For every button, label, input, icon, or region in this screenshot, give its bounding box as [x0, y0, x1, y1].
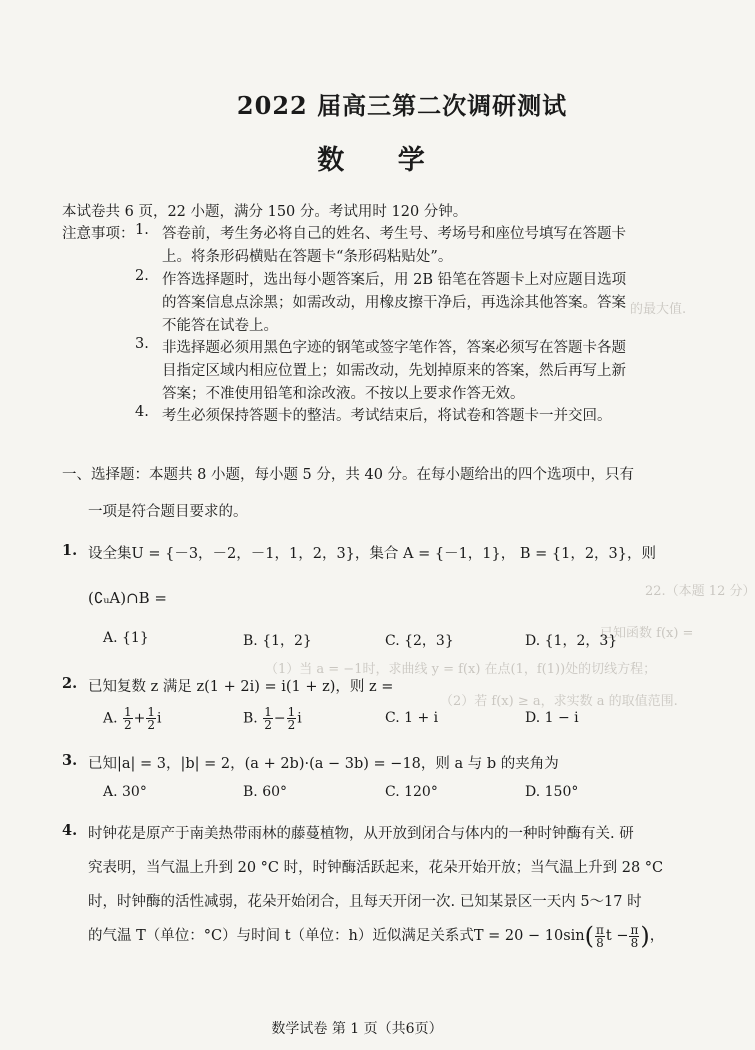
- option-b: B. 60°: [243, 784, 288, 800]
- option-a: A. 30°: [103, 784, 147, 800]
- fraction: [629, 924, 639, 949]
- numerator: π: [596, 922, 604, 937]
- fraction: [146, 706, 156, 731]
- ghost-text: （2）若 f(x) ≥ a，求实数 a 的取值范围.: [440, 694, 678, 709]
- numerator: 1: [147, 705, 156, 719]
- denominator: 2: [124, 718, 132, 732]
- imaginary-unit: i: [157, 710, 162, 727]
- notice-line: 非选择题必须用黑色字迹的钢笔或签字笔作答，答案必须写在答题卡各题: [162, 340, 626, 356]
- option-c: C. {2，3}: [385, 633, 454, 649]
- denominator: 8: [596, 935, 604, 950]
- section-heading-cont: 一项是符合题目要求的。: [88, 504, 248, 520]
- option-label: A.: [103, 710, 118, 727]
- numerator: 1: [124, 705, 132, 719]
- ghost-text: 的最大值.: [630, 302, 687, 317]
- right-paren: ): [640, 922, 650, 950]
- option-c: C. 120°: [385, 784, 438, 800]
- option-a: [103, 706, 162, 731]
- option-b: [243, 706, 302, 731]
- notice-line: 上。将条形码横贴在答题卡“条形码粘贴处”。: [162, 249, 453, 265]
- notice-number: 4.: [135, 404, 149, 420]
- notice-line: 作答选择题时，选出每小题答案后，用 2B 铅笔在答题卡上对应题目选项: [162, 272, 627, 288]
- fraction: [263, 706, 273, 731]
- option-label: B.: [243, 710, 258, 727]
- subject-title: 数 学: [317, 145, 447, 176]
- page-footer: 数学试卷 第 1 页（共6页）: [271, 1021, 443, 1037]
- option-c: C. 1 + i: [385, 710, 439, 726]
- option-d: D. {1，2，3}: [525, 633, 618, 649]
- notice-line: 答卷前，考生务必将自己的姓名、考生号、考场号和座位号填写在答题卡: [162, 226, 626, 242]
- question-line: [88, 922, 664, 950]
- notice-line: 的答案信息点涂黑；如需改动，用橡皮擦干净后，再选涂其他答案。答案: [162, 295, 626, 311]
- question-line: 时，时钟酶的活性减弱，花朵开始闭合，且每天开闭一次. 已知某景区一天内 5～17 时: [88, 894, 642, 910]
- fraction: [595, 924, 605, 949]
- option-d: D. 150°: [525, 784, 579, 800]
- question-number: 2.: [62, 675, 78, 692]
- operator: −: [273, 710, 286, 727]
- notice-label: 注意事项：: [62, 226, 135, 242]
- notice-number: 1.: [135, 222, 149, 238]
- exam-intro: 本试卷共 6 页，22 小题，满分 150 分。考试用时 120 分钟。: [62, 204, 468, 220]
- notice-line: 答案；不准使用铅笔和涂改液。不按以上要求作答无效。: [162, 386, 525, 402]
- notice-number: 2.: [135, 268, 149, 284]
- question-stem-cont: (∁ᵤA)∩B =: [88, 589, 167, 607]
- question-stem: 设全集U = {－3，－2，－1，1，2，3}，集合 A = {－1，1}， B = {1，2，3}，则: [88, 546, 656, 562]
- denominator: 2: [287, 718, 296, 732]
- numerator: 1: [287, 705, 296, 719]
- fraction: [287, 706, 297, 731]
- question-stem: 已知复数 z 满足 z(1 + 2i) = i(1 + z)，则 z =: [88, 679, 394, 695]
- numerator: 1: [264, 705, 272, 719]
- numerator: π: [630, 922, 639, 937]
- fraction: [123, 706, 133, 731]
- formula-prefix: 的气温 T（单位：°C）与时间 t（单位：h）近似满足关系式T = 20 − 10sin: [88, 928, 585, 944]
- question-line: 时钟花是原产于南美热带雨林的藤蔓植物，从开放到闭合与体内的一种时钟酶有关. 研: [88, 826, 634, 842]
- ghost-text: 已知函数 f(x) =: [600, 626, 694, 641]
- notice-line: 不能答在试卷上。: [162, 318, 278, 334]
- left-paren: (: [584, 922, 594, 950]
- imaginary-unit: i: [297, 710, 302, 727]
- notice-line: 目指定区域内相应位置上；如需改动，先划掉原来的答案，然后再写上新: [162, 363, 626, 379]
- formula-suffix: ，: [649, 928, 665, 944]
- denominator: 8: [630, 935, 639, 950]
- ghost-text: （1）当 a = −1时，求曲线 y = f(x) 在点(1，f(1))处的切线方程；: [265, 662, 657, 677]
- question-number: 1.: [62, 542, 78, 559]
- variable: t −: [605, 928, 629, 944]
- notice-number: 3.: [135, 336, 149, 352]
- question-stem: 已知|a| = 3，|b| = 2，(a + 2b)·(a − 3b) = −18，则 a 与 b 的夹角为: [88, 756, 559, 772]
- option-b: B. {1，2}: [243, 633, 312, 649]
- notice-line: 考生必须保持答题卡的整洁。考试结束后，将试卷和答题卡一并交回。: [162, 408, 612, 424]
- option-a: A. {1}: [103, 630, 149, 646]
- ghost-text: 22.（本题 12 分）: [645, 584, 755, 599]
- question-number: 4.: [62, 822, 78, 839]
- denominator: 2: [264, 718, 272, 732]
- operator: +: [133, 710, 146, 727]
- exam-title: 2022 届高三第二次调研测试: [236, 91, 568, 120]
- denominator: 2: [147, 718, 156, 732]
- question-number: 3.: [62, 752, 78, 769]
- section-heading: 一、选择题：本题共 8 小题，每小题 5 分，共 40 分。在每小题给出的四个选项中，只有: [62, 467, 635, 483]
- option-d: D. 1 − i: [525, 710, 579, 726]
- question-line: 究表明，当气温上升到 20 °C 时，时钟酶活跃起来，花朵开始开放；当气温上升到 28 °C: [88, 860, 664, 876]
